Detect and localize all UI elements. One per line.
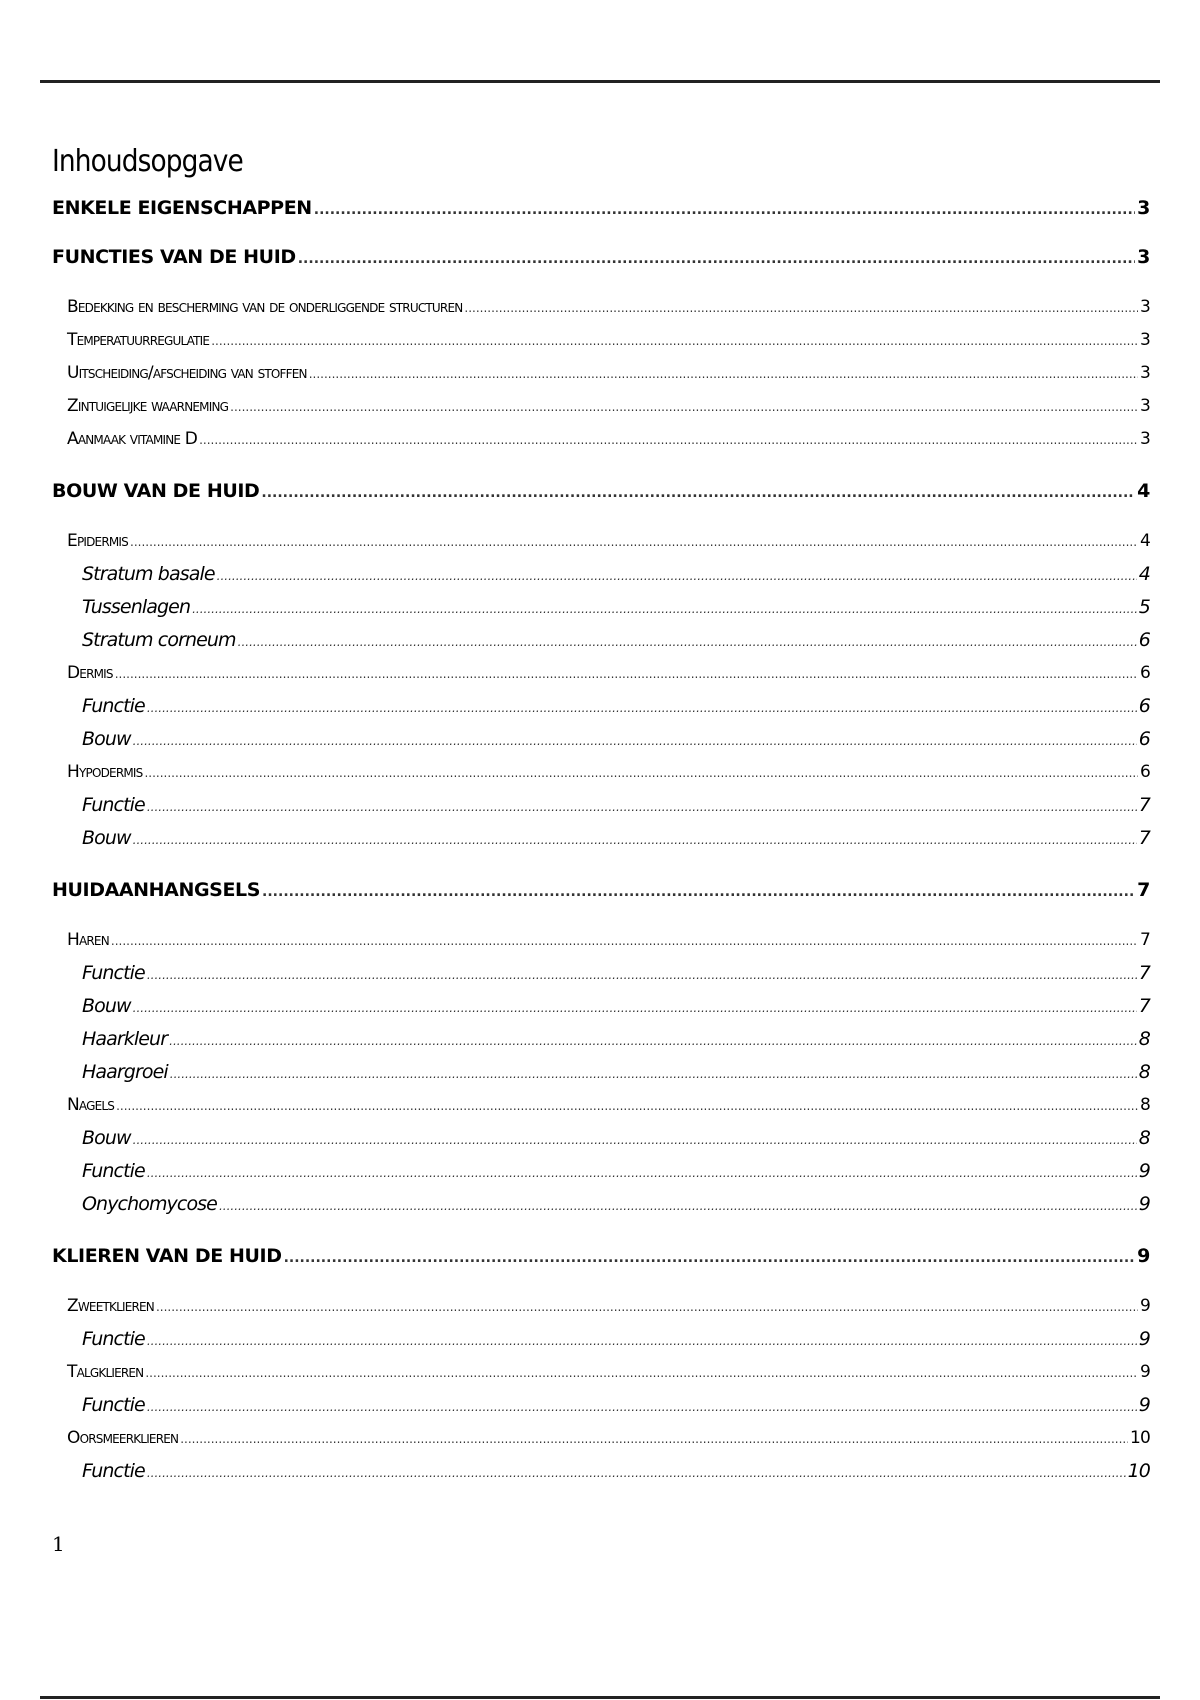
toc-entry-level-2[interactable]	[52, 924, 1150, 957]
toc-entry-page: 6	[1138, 695, 1150, 717]
toc-entry-label: Nagels	[67, 1095, 115, 1115]
toc-entry-label: Zweetklieren	[67, 1296, 154, 1316]
toc-entry-level-1[interactable]	[52, 244, 1150, 271]
toc-dot-leader	[169, 1025, 1137, 1058]
toc-entry-level-3[interactable]	[52, 1155, 1150, 1188]
toc-entry-page: 3	[1137, 246, 1150, 268]
toc-entry-level-3[interactable]	[52, 1188, 1150, 1221]
toc-dot-leader	[111, 925, 1138, 958]
toc-entry-page: 8	[1138, 1127, 1150, 1149]
toc-entry-page: 7	[1138, 794, 1150, 816]
toc-entry-level-3[interactable]	[52, 789, 1150, 822]
toc-dot-leader	[219, 1190, 1137, 1223]
toc-dot-leader	[144, 757, 1138, 790]
toc-entry-page: 8	[1138, 1061, 1150, 1083]
toc-dot-leader	[147, 791, 1137, 824]
toc-entry-level-3[interactable]	[52, 1389, 1150, 1422]
toc-entry-label: Functie	[82, 1394, 145, 1416]
toc-entry-level-1[interactable]	[52, 877, 1150, 904]
toc-dot-leader	[261, 480, 1135, 507]
toc-entry-page: 3	[1139, 429, 1150, 449]
toc-entry-page: 9	[1139, 1362, 1150, 1382]
toc-entry-label: Talgklieren	[67, 1362, 144, 1382]
toc-entry-label: Haargroei	[82, 1061, 168, 1083]
toc-entry-label: Temperatuurregulatie	[67, 330, 210, 350]
toc-entry-label: Functie	[82, 1328, 145, 1350]
toc-entry-page: 8	[1139, 1095, 1150, 1115]
toc-entry-page: 4	[1138, 563, 1150, 585]
toc-dot-leader	[170, 1058, 1137, 1091]
toc-dot-leader	[238, 626, 1137, 659]
toc-entry-level-2[interactable]	[52, 357, 1150, 390]
toc-entry-label: Bouw	[82, 728, 131, 750]
toc-entry-page: 9	[1138, 1328, 1150, 1350]
toc-dot-leader	[147, 1325, 1137, 1358]
toc-entry-label: Aanmaak vitamine D	[67, 429, 198, 449]
toc-entry-level-3[interactable]	[52, 822, 1150, 855]
toc-entry-page: 7	[1138, 995, 1150, 1017]
toc-entry-level-3[interactable]	[52, 624, 1150, 657]
toc-dot-leader	[314, 197, 1135, 224]
toc-dot-leader	[147, 1391, 1137, 1424]
toc-entry-label: Haren	[67, 930, 109, 950]
toc-dot-leader	[133, 824, 1137, 857]
toc-entry-page: 6	[1139, 762, 1150, 782]
toc-entry-level-3[interactable]	[52, 723, 1150, 756]
toc-dot-leader	[147, 692, 1137, 725]
toc-entry-page: 6	[1138, 629, 1150, 651]
toc-dot-leader	[133, 992, 1137, 1025]
toc-entry-level-2[interactable]	[52, 525, 1150, 558]
page-number: 1	[52, 1532, 65, 1556]
toc-entry-label: ENKELE EIGENSCHAPPEN	[52, 197, 312, 219]
toc-dot-leader	[115, 658, 1138, 691]
toc-dot-leader	[199, 424, 1138, 457]
toc-entry-label: Uitscheiding/afscheiding van stoffen	[67, 363, 307, 383]
toc-dot-leader	[180, 1423, 1128, 1456]
toc-dot-leader	[147, 1157, 1137, 1190]
toc-entry-label: Functie	[82, 962, 145, 984]
toc-entry-label: Bedekking en bescherming van de onderliggende structuren	[67, 297, 463, 317]
toc-dot-leader	[211, 325, 1138, 358]
toc-entry-page: 9	[1138, 1193, 1150, 1215]
toc-entry-page: 9	[1139, 1296, 1150, 1316]
toc-entry-page: 3	[1139, 363, 1150, 383]
toc-dot-leader	[116, 1090, 1138, 1123]
toc-dot-leader	[464, 292, 1138, 325]
toc-entry-label: Functie	[82, 1460, 145, 1482]
toc-dot-leader	[192, 593, 1137, 626]
toc-entry-page: 6	[1139, 663, 1150, 683]
toc-entry-label: Functie	[82, 794, 145, 816]
toc-entry-page: 7	[1138, 827, 1150, 849]
toc-entry-label: Tussenlagen	[82, 596, 191, 618]
toc-entry-label: Stratum basale	[82, 563, 215, 585]
toc-dot-leader	[309, 358, 1138, 391]
toc-entry-page: 6	[1138, 728, 1150, 750]
toc-entry-label: Epidermis	[67, 531, 128, 551]
toc-entry-level-3[interactable]	[52, 990, 1150, 1023]
toc-entry-level-3[interactable]	[52, 1056, 1150, 1089]
toc-entry-label: Bouw	[82, 827, 131, 849]
toc-entry-level-3[interactable]	[52, 1323, 1150, 1356]
toc-dot-leader	[156, 1291, 1138, 1324]
toc-entry-level-1[interactable]	[52, 195, 1150, 222]
toc-entry-page: 3	[1137, 197, 1150, 219]
toc-entry-page: 8	[1138, 1028, 1150, 1050]
toc-entry-page: 4	[1137, 480, 1150, 502]
header-rule	[40, 80, 1160, 83]
toc-entry-level-1[interactable]	[52, 1243, 1150, 1270]
toc-entry-level-3[interactable]	[52, 1023, 1150, 1056]
toc-entry-label: KLIEREN VAN DE HUID	[52, 1245, 282, 1267]
toc-dot-leader	[130, 526, 1138, 559]
toc-entry-page: 3	[1139, 330, 1150, 350]
toc-entry-label: Bouw	[82, 995, 131, 1017]
toc-dot-leader	[262, 879, 1135, 906]
footer-rule	[40, 1696, 1160, 1699]
toc-title: Inhoudsopgave	[52, 144, 243, 179]
toc-entry-label: Oorsmeerklieren	[67, 1428, 179, 1448]
toc-entry-level-3[interactable]	[52, 558, 1150, 591]
toc-entry-level-2[interactable]	[52, 291, 1150, 324]
toc-entry-page: 9	[1137, 1245, 1150, 1267]
toc-entry-level-2[interactable]	[52, 390, 1150, 423]
toc-dot-leader	[230, 391, 1138, 424]
toc-dot-leader	[145, 1357, 1138, 1390]
toc-dot-leader	[284, 1245, 1136, 1272]
toc-entry-page: 7	[1138, 962, 1150, 984]
toc-entry-level-3[interactable]	[52, 1122, 1150, 1155]
toc-entry-label: Functie	[82, 1160, 145, 1182]
toc-entry-level-2[interactable]	[52, 324, 1150, 357]
toc-entry-label: Haarkleur	[82, 1028, 168, 1050]
toc-entry-page: 9	[1138, 1160, 1150, 1182]
toc-dot-leader	[133, 1124, 1137, 1157]
toc-entry-label: Functie	[82, 695, 145, 717]
toc-dot-leader	[147, 1457, 1126, 1490]
toc-dot-leader	[217, 560, 1137, 593]
toc-entry-label: Zintuigelijke waarneming	[67, 396, 229, 416]
toc-entry-page: 7	[1137, 879, 1150, 901]
toc-entry-label: Hypodermis	[67, 762, 143, 782]
toc-entry-label: HUIDAANHANGSELS	[52, 879, 261, 901]
toc-entry-level-3[interactable]	[52, 690, 1150, 723]
toc-entry-page: 5	[1138, 596, 1150, 618]
toc-entry-level-3[interactable]	[52, 1455, 1150, 1488]
table-of-contents	[52, 144, 1150, 1488]
toc-dot-leader	[298, 246, 1135, 273]
toc-entry-label: Bouw	[82, 1127, 131, 1149]
toc-entry-level-3[interactable]	[52, 591, 1150, 624]
toc-entry-level-2[interactable]	[52, 1422, 1150, 1455]
toc-entry-level-3[interactable]	[52, 957, 1150, 990]
toc-entry-label: Onychomycose	[82, 1193, 217, 1215]
toc-entry-page: 7	[1139, 930, 1150, 950]
toc-entry-page: 10	[1127, 1460, 1150, 1482]
toc-entry-level-2[interactable]	[52, 1356, 1150, 1389]
toc-dot-leader	[133, 725, 1137, 758]
toc-list	[52, 195, 1150, 1488]
toc-entry-level-1[interactable]	[52, 478, 1150, 505]
toc-entry-page: 3	[1139, 297, 1150, 317]
toc-entry-page: 10	[1129, 1428, 1150, 1448]
toc-entry-level-2[interactable]	[52, 423, 1150, 456]
toc-entry-page: 9	[1138, 1394, 1150, 1416]
toc-entry-level-2[interactable]	[52, 657, 1150, 690]
toc-entry-level-2[interactable]	[52, 1290, 1150, 1323]
toc-entry-label: BOUW VAN DE HUID	[52, 480, 260, 502]
toc-entry-label: FUNCTIES VAN DE HUID	[52, 246, 296, 268]
toc-dot-leader	[147, 959, 1137, 992]
toc-entry-level-2[interactable]	[52, 756, 1150, 789]
toc-entry-page: 3	[1139, 396, 1150, 416]
toc-entry-level-2[interactable]	[52, 1089, 1150, 1122]
toc-entry-label: Dermis	[67, 663, 113, 683]
toc-entry-page: 4	[1139, 531, 1150, 551]
toc-entry-label: Stratum corneum	[82, 629, 236, 651]
